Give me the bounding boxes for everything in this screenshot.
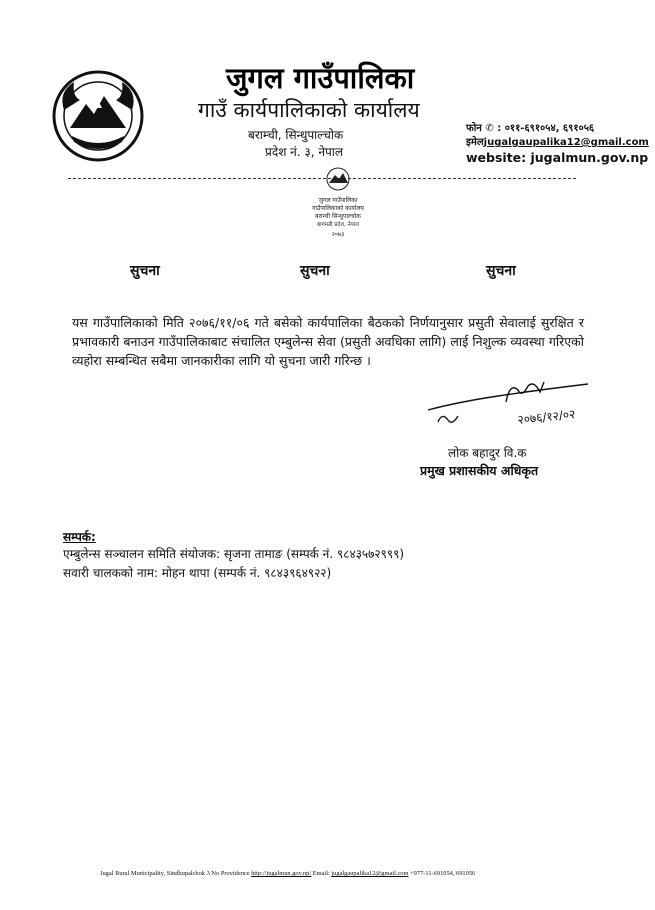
contacts-heading: सम्पर्क: xyxy=(63,530,96,544)
phone-value: : ०११-६९१०५४, ६९१०५६ xyxy=(497,123,595,134)
org-name: जुगल गाउँपालिका xyxy=(226,61,415,95)
contact-line-ambulance-coordinator: एम्बुलेन्स सञ्चालन समिति संयोजक: सृजना तामाङ (सम्पर्क नं. ९८४३५७२९९९) xyxy=(63,547,405,561)
address-line-2: प्रदेश नं. ३, नेपाल xyxy=(265,145,344,159)
footer-email-label: Email: xyxy=(312,870,330,877)
handwritten-signature xyxy=(418,372,633,432)
stamp-emblem-icon xyxy=(327,168,349,190)
contact-block xyxy=(466,122,652,165)
email-label: इमेल xyxy=(466,137,484,148)
phone-line xyxy=(466,122,652,136)
stamp-line-2: गाउँपालिकाको कार्यालय xyxy=(312,205,364,212)
office-name: गाउँ कार्यपालिकाको कार्यालय xyxy=(198,98,420,122)
signer-name: लोक बहादुर वि.क xyxy=(448,446,527,460)
footer-phone: +977-11-691054, 691056 xyxy=(410,870,476,877)
footer-email-link[interactable]: jugalgaupalika12@gmail.com xyxy=(331,870,409,877)
stamp-line-1: जुगल गाउँपालिका xyxy=(318,197,358,204)
footer-org: Jugal Rural Municipality, Sindhupalchok 3 No Providence xyxy=(100,870,250,877)
notice-label-left: सुचना xyxy=(130,263,160,279)
phone-icon: ✆ xyxy=(485,123,494,134)
footer xyxy=(100,870,475,877)
signer-title: प्रमुख प्रशासकीय अधिकृत xyxy=(420,463,539,478)
notice-label-right: सुचना xyxy=(486,263,516,279)
contact-line-driver: सवारी चालकको नाम: मोहन थापा (सम्पर्क नं. ९८४३९६४९२२) xyxy=(63,566,332,580)
municipality-emblem-logo xyxy=(52,70,144,162)
office-stamp xyxy=(303,164,373,244)
website-line[interactable]: website: jugalmun.gov.np xyxy=(466,150,649,165)
stamp-line-4: बागमती प्रदेश, नेपाल xyxy=(317,222,359,228)
address-line-1: बराम्ची, सिन्धुपाल्चोक xyxy=(248,128,344,142)
notice-label-center: सुचना xyxy=(300,263,330,279)
footer-site-link[interactable]: http://jugalmun.gov.np/ xyxy=(251,870,312,877)
signature-date: २०७६/१२/०२ xyxy=(516,406,577,427)
notice-body: यस गाउँपालिकाको मिति २०७६/११/०६ गते बसेको कार्यपालिका बैठकको निर्णयानुसार प्रसुती सेवालाई सुरक्षित र प्रभावकारी बनाउन गाउँपालिकाबाट संचालित एम्बुलेन्स सेवा (प्रसुती अवधिका लागि) लाई निशुल्क व्यवस्था गरिएको व्यहोरा सम्बन्धित सबैमा जानकारीका लागि यो सुचना जारी गरिन्छ । xyxy=(72,315,584,368)
email-line xyxy=(466,136,652,150)
stamp-line-3: बराम्ची सिन्धुपाल्चोक xyxy=(315,213,361,220)
phone-label: फोन xyxy=(466,123,482,134)
email-value[interactable]: jugalgaupalika12@gmail.com xyxy=(483,137,649,148)
stamp-line-5: २०७३ xyxy=(331,231,345,238)
